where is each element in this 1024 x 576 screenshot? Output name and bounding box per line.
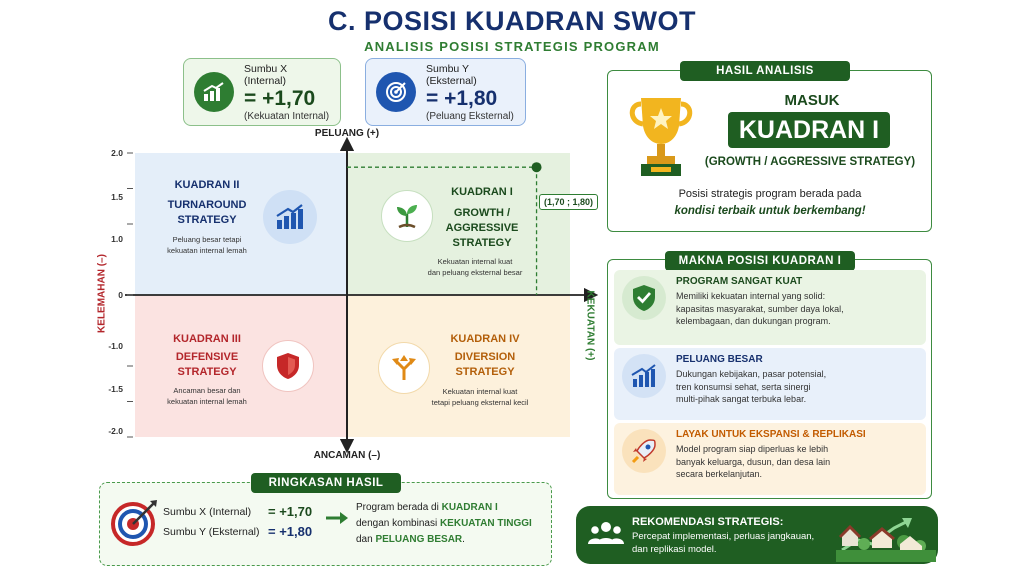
axis-x-label: Sumbu X (Internal): [244, 62, 288, 87]
page-subtitle: ANALISIS POSISI STRATEGIS PROGRAM: [364, 39, 660, 54]
axis-y-box: [365, 58, 526, 126]
summary-y-value: = +1,80: [268, 524, 313, 539]
quadrant-4-name: KUADRAN IV: [450, 333, 520, 345]
axis-x-box: [183, 58, 341, 126]
tick-label: -1.5: [108, 384, 123, 394]
meaning-badge: MAKNA POSISI KUADRAN I: [665, 251, 855, 271]
quadrant-1-name: KUADRAN I: [451, 186, 513, 198]
axis-bottom-label: ANCAMAN (–): [313, 450, 381, 461]
quadrant-2-strategy: TURNAROUND STRATEGY: [167, 199, 247, 226]
summary-badge: RINGKASAN HASIL: [251, 473, 401, 493]
summary-y-label: Sumbu Y (Eksternal): [163, 526, 260, 538]
tick-label: 2.0: [111, 148, 123, 158]
axis-y-label: Sumbu Y (Eksternal): [426, 62, 477, 87]
recommendation-title: REKOMENDASI STRATEGIS:: [632, 516, 784, 528]
quadrant-2-name: KUADRAN II: [174, 179, 240, 191]
summary-text-1b: KUADRAN I: [441, 502, 498, 513]
tick-label: 0: [118, 290, 123, 300]
target-icon: [376, 72, 416, 112]
summary-x-value: = +1,70: [268, 504, 313, 519]
page-title: C. POSISI KUADRAN SWOT: [327, 6, 696, 36]
result-strategy: (GROWTH / AGGRESSIVE STRATEGY): [704, 156, 916, 168]
tick-label: -2.0: [108, 426, 123, 436]
quadrant-3-desc: Ancaman besar dan kekuatan internal lemah: [167, 386, 247, 406]
meaning-item: [614, 270, 926, 345]
shield-icon: [262, 340, 314, 392]
result-line1: Posisi strategis program berada pada: [678, 188, 862, 200]
summary-text-2: dengan kombinasi: [356, 518, 440, 529]
summary-text-3b: PELUANG BESAR: [375, 534, 463, 545]
axis-top-label: PELUANG (+): [314, 128, 380, 139]
result-kuadran: KUADRAN I: [728, 112, 890, 148]
meaning-item: [614, 423, 926, 495]
meaning-item-desc: Dukungan kebijakan, pasar potensial, tren konsumsi sehat, serta sinergi multi-pihak sangat terbuka lebar.: [676, 369, 827, 404]
axis-left-label: KELEMAHAN (–): [96, 254, 108, 333]
summary-x-label: Sumbu X (Internal): [163, 506, 252, 518]
shield-check-icon: [622, 276, 666, 320]
plant-icon: [381, 190, 433, 242]
meaning-item-title: LAYAK UNTUK EKSPANSI & REPLIKASI: [676, 429, 866, 440]
axis-y-note: (Peluang Eksternal): [426, 110, 514, 122]
meaning-item: [614, 348, 926, 420]
axis-x-note: (Kekuatan Internal): [244, 110, 330, 122]
axis-right-label: KEKUATAN (+): [584, 290, 596, 361]
bar-chart-icon: [194, 72, 234, 112]
village-growth-icon: [836, 506, 936, 562]
quadrant-3-name: KUADRAN III: [173, 333, 241, 345]
target-arrow-icon: [110, 497, 160, 547]
recommendation-desc: Percepat implementasi, perluas jangkauan, dan replikasi model.: [632, 531, 815, 555]
data-point: [532, 162, 542, 172]
quadrant-4-desc: Kekuatan internal kuat tetapi peluang eksternal kecil: [431, 387, 529, 407]
quadrant-2-desc: Peluang besar tetapi kekuatan internal lemah: [167, 235, 247, 255]
axis-y-value: = +1,80: [426, 86, 498, 110]
meaning-item-title: PROGRAM SANGAT KUAT: [676, 276, 803, 287]
trophy-icon: [625, 92, 697, 180]
tick-label: 1.0: [111, 234, 123, 244]
meaning-item-desc: Model program siap diperluas ke lebih banyak keluarga, dusun, dan desa lain secara berkelanjutan.: [676, 444, 831, 479]
tick-label: -1.0: [108, 341, 123, 351]
result-line2: kondisi terbaik untuk berkembang!: [674, 205, 866, 217]
quadrant-3-strategy: DEFENSIVE STRATEGY: [175, 351, 239, 378]
result-masuk: MASUK: [784, 92, 840, 109]
arrow-right-icon: [326, 510, 350, 526]
summary-text-2b: KEKUATAN TINGGI: [439, 518, 532, 529]
quadrant-4-strategy: DIVERSION STRATEGY: [454, 351, 516, 378]
swot-quadrant-chart: [95, 128, 605, 463]
summary-text-1: Program berada di: [356, 502, 442, 513]
quadrant-1-strategy: GROWTH / AGGRESSIVE STRATEGY: [445, 207, 519, 249]
meaning-item-desc: Memiliki kekuatan internal yang solid: kapasitas masyarakat, sumber daya lokal, kelembagaan, dan dukungan program.: [676, 291, 844, 326]
meaning-item-title: PELUANG BESAR: [676, 354, 763, 365]
summary-text-3c: .: [462, 534, 465, 545]
axis-x-value: = +1,70: [244, 86, 316, 110]
result-badge: HASIL ANALISIS: [680, 61, 850, 81]
tick-label: 1.5: [111, 192, 123, 202]
summary-text-3: dan: [356, 534, 376, 545]
rocket-icon: [622, 429, 666, 473]
quadrant-1-desc: Kekuatan internal kuat dan peluang eksternal besar: [427, 257, 523, 277]
people-icon: [588, 518, 624, 550]
growth-chart-icon: [622, 354, 666, 398]
summary-text: [356, 500, 546, 548]
growth-chart-icon: [263, 190, 317, 244]
point-label: (1,70 ; 1,80): [539, 194, 598, 210]
